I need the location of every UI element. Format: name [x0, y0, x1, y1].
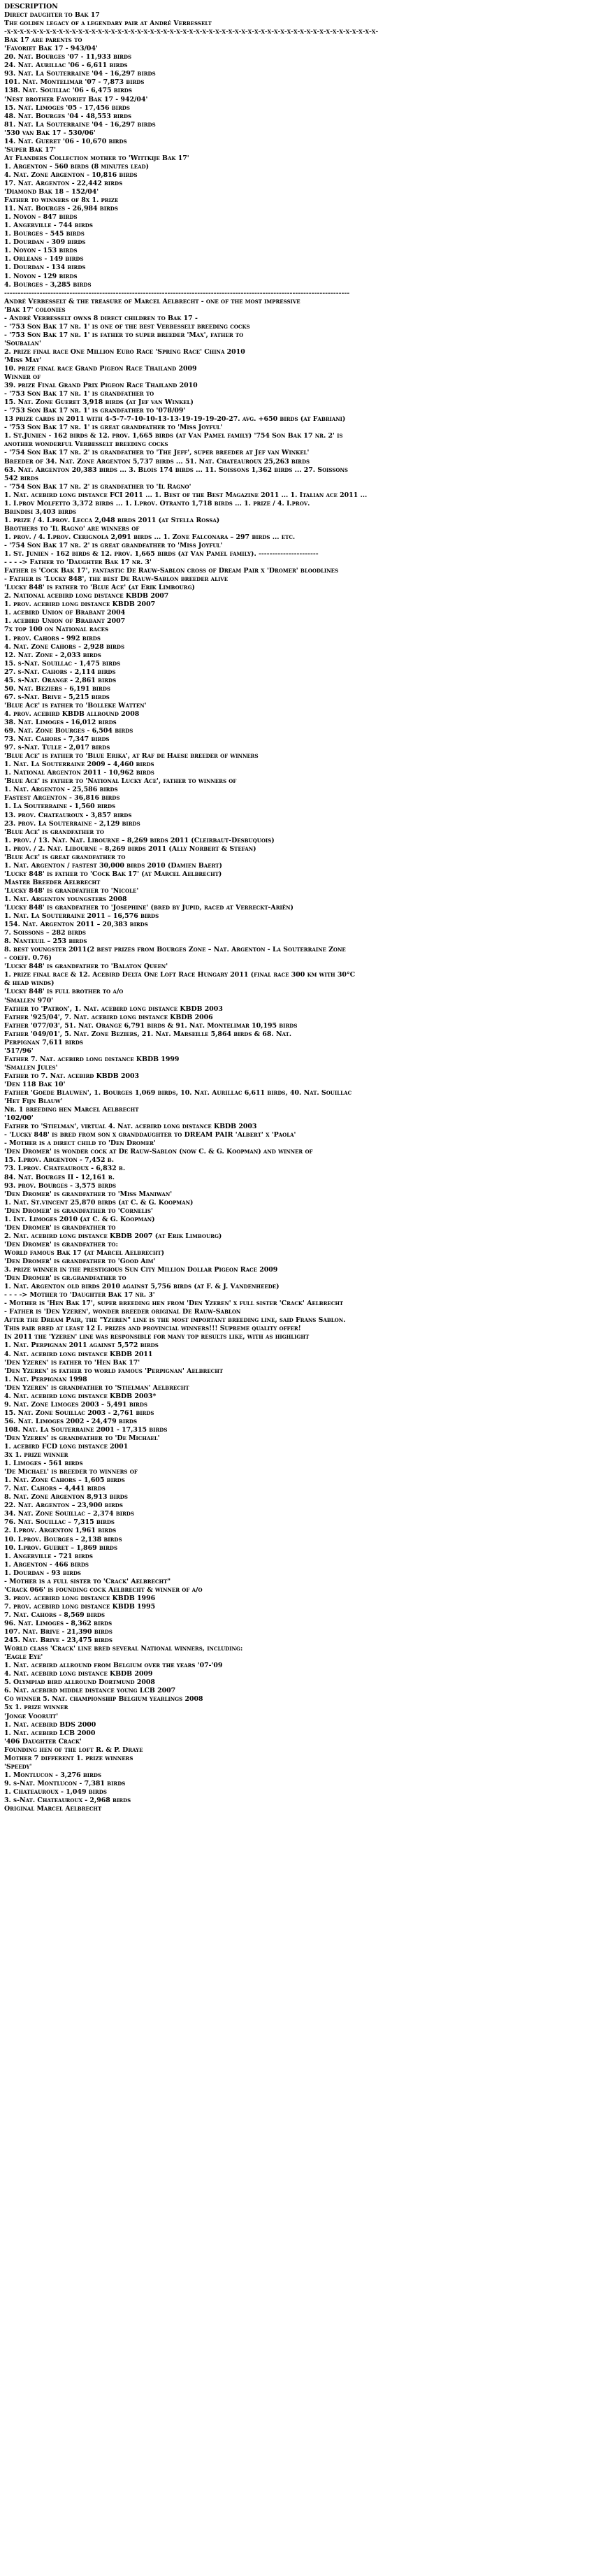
- text-line: 1. Nat. Perpignan 2011 against 5,572 birds: [4, 1341, 159, 1350]
- text-line: Original Marcel Aelbrecht: [4, 1805, 102, 1813]
- text-line: 'Super Bak 17': [4, 145, 57, 154]
- text-line: - - - -> Mother to 'Daughter Bak 17 nr. 3': [4, 1291, 155, 1300]
- text-line: - coeff. 0.76): [4, 954, 52, 963]
- text-line: 'Het Fijn Blauw': [4, 1098, 63, 1106]
- text-line: 5. Olympiad bird allround Dortmund 2008: [4, 1678, 155, 1687]
- text-line: 7. Nat. Cahors - 8,569 birds: [4, 1611, 106, 1619]
- text-line: 1. Nat. Argenton - 25,586 birds: [4, 786, 118, 794]
- text-line: 11. Nat. Bourges - 26,984 birds: [4, 205, 118, 213]
- text-line: 'De Michael' is breeder to winners of: [4, 1468, 138, 1476]
- text-line: 1. St. Junien - 162 birds & 12. prov. 1,665 birds (at Van Pamel family). ----------------------: [4, 550, 319, 559]
- text-line: 'Lucky 848' is grandfather to 'Nicole': [4, 886, 139, 895]
- text-line: 12. Nat. Zone - 2,033 birds: [4, 651, 101, 659]
- text-line: 23. prov. La Souterraine - 2,129 birds: [4, 819, 140, 828]
- text-line: 4. Bourges - 3,285 birds: [4, 280, 92, 289]
- text-line: 1. Nat. La Souterraine 2011 – 16,576 birds: [4, 912, 159, 921]
- text-line: 1. Chateauroux - 1,049 birds: [4, 1787, 107, 1796]
- text-line: 17. Nat. Argenton - 22,442 birds: [4, 179, 123, 187]
- text-line: 9. s-Nat. Montlucon - 7,381 birds: [4, 1779, 126, 1787]
- text-line: 81. Nat. La Souterraine '04 - 16,297 birds: [4, 120, 156, 129]
- text-line: 22. Nat. Argenton – 23,900 birds: [4, 1502, 123, 1510]
- text-line: 'Den Yzeren' is father to world famous 'Perpignan' Aelbrecht: [4, 1367, 224, 1375]
- text-line: 1. I.prov Molfetto 3,372 birds ... 1. I.prov. Otranto 1,718 birds ... 1. prize / 4. I.prov.: [4, 499, 310, 508]
- text-line: 'Bak 17' colonies: [4, 305, 66, 314]
- text-line: 1. Nat. Argenton old birds 2010 against 5,756 birds (at F. & J. Vandenheede): [4, 1283, 280, 1291]
- section-heading: DESCRIPTION: [4, 3, 58, 10]
- text-line: - Mother is 'Hen Bak 17', super breeding hen from 'Den Yzeren' x full sister 'Crack' Aelbrecht: [4, 1300, 344, 1308]
- text-line: - Father is 'Den Yzeren', wonder breeder original De Rauw-Sablon: [4, 1308, 241, 1316]
- text-line: Father 'Goede Blauwen', 1. Bourges 1,069 birds, 10. Nat. Aurillac 6,611 birds, 40. Nat. Souillac: [4, 1089, 352, 1098]
- text-line: Breeder of 34. Nat. Zone Argenton 5,737 birds ... 51. Nat. Chateauroux 25,263 birds: [4, 457, 310, 466]
- text-line: - André Verbesselt owns 8 direct children to Bak 17 -: [4, 314, 198, 322]
- text-line: 'Den 118 Bak 10': [4, 1081, 66, 1088]
- text-line: 8. best youngster 2011(2 best prizes from Bourges Zone – Nat. Argenton - La Souterraine Zone: [4, 946, 346, 954]
- text-line: Father to 'Patron', 1. Nat. acebird long distance KBDB 2003: [4, 1005, 223, 1013]
- text-line: 'Soubalan': [4, 339, 41, 347]
- text-line: 84. Nat. Bourges II - 12,161 b.: [4, 1173, 115, 1181]
- text-line: 'Lucky 848' is full brother to a/o: [4, 988, 124, 996]
- text-line: 15. Nat. Zone Souillac 2003 - 2,761 birds: [4, 1409, 154, 1417]
- text-line: 9. Nat. Zone Limoges 2003 - 5,491 birds: [4, 1400, 147, 1409]
- text-line: 'Blue Ace' is father to 'Blue Erika', at Raf de Haese breeder of winners: [4, 752, 259, 761]
- text-line: 5x 1. prize winner: [4, 1704, 68, 1712]
- text-line: 2. I.prov. Argenton 1,961 birds: [4, 1527, 117, 1535]
- text-line: World class 'Crack' line bred several National winners, including:: [4, 1645, 243, 1653]
- text-line: 24. Nat. Aurillac '06 - 6,611 birds: [4, 62, 128, 70]
- text-line: 4. Nat. acebird long distance KBDB 2009: [4, 1670, 153, 1678]
- text-line: The golden legacy of a legendary pair at André Verbesselt: [4, 20, 212, 28]
- text-line: 4. Nat. acebird long distance KBDB 2003*: [4, 1392, 157, 1400]
- text-line: 1. La Souterraine - 1,560 birds: [4, 803, 116, 811]
- text-line: 'Den Dromer' is gr.grandfather to: [4, 1274, 126, 1283]
- text-line: 1. Nat. Argenton youngsters 2008: [4, 895, 127, 903]
- text-line: 7x top 100 on National races: [4, 626, 109, 634]
- text-line: 4. Nat. Zone Cahors - 2,928 birds: [4, 642, 124, 651]
- text-line: 3. prize winner in the prestigious Sun City Million Dollar Pigeon Race 2009: [4, 1266, 278, 1274]
- text-line: Father '925/04', 7. Nat. acebird long distance KBDB 2006: [4, 1013, 213, 1021]
- text-line: Fastest Argenton - 36,816 birds: [4, 794, 120, 803]
- text-line: 97. s-Nat. Tulle - 2,017 birds: [4, 744, 110, 752]
- text-line: 1. Angerville - 721 birds: [4, 1552, 93, 1560]
- text-line: 4. Nat. acebird long distance KBDB 2011: [4, 1350, 153, 1358]
- text-line: 1. Montlucon - 3,276 birds: [4, 1771, 102, 1779]
- text-line: 67. s-Nat. Brive - 5,215 birds: [4, 693, 110, 701]
- text-line: 76. Nat. Souillac – 7,315 birds: [4, 1518, 115, 1527]
- text-line: Brothers to 'Il Ragno' are winners of: [4, 524, 140, 533]
- text-line: 1. acebird Union of Brabant 2004: [4, 609, 126, 617]
- text-line: Nr. 1 breeding hen Marcel Aelbrecht: [4, 1106, 139, 1114]
- text-line: 15. Nat. Zone Gueret 3,918 birds (at Jef van Winkel): [4, 398, 194, 407]
- text-line: 'Crack 066' is founding cock Aelbrecht & winner of a/o: [4, 1585, 203, 1594]
- text-line: 14. Nat. Gueret '06 - 10,670 birds: [4, 137, 127, 145]
- text-line: 154. Nat. Argenton 2011 – 20,383 birds: [4, 921, 148, 929]
- text-line: 1. Nat. acebird long distance FCI 2011 ... 1. Best of the Best Magazine 2011 ... 1. Italian ace 2011 ...: [4, 491, 368, 499]
- text-line: '517/96': [4, 1046, 34, 1055]
- text-line: 38. Nat. Limoges - 16,012 birds: [4, 718, 117, 726]
- text-line: 'Speedy': [4, 1762, 32, 1771]
- text-line: 7. Nat. Cahors – 4,441 birds: [4, 1485, 106, 1493]
- text-line: Master Breeder Aelbrecht: [4, 878, 101, 886]
- text-line: 1. Nat. La Souterraine 2009 – 4,460 birds: [4, 761, 154, 769]
- text-line: Bak 17 are parents to: [4, 36, 82, 45]
- text-line: 'Blue Ace' is great grandfather to: [4, 853, 126, 861]
- text-line: 1. Nat. acebird LCB 2000: [4, 1729, 96, 1737]
- text-line: 'Favoriet Bak 17 - 943/04': [4, 45, 98, 53]
- text-line: 39. prize Final Grand Prix Pigeon Race Thailand 2010: [4, 382, 198, 390]
- text-line: After the Dream Pair, the "Yzeren" line is the most important breeding line, said Frans Sablon.: [4, 1316, 346, 1325]
- text-line: 34. Nat. Zone Souillac – 2,374 birds: [4, 1510, 134, 1518]
- text-line: 'Blue Ace' is grandfather to: [4, 828, 104, 836]
- text-line: - '753 Son Bak 17 nr. 1' is great grandfather to 'Miss Joyful': [4, 424, 223, 432]
- text-line: 2. Nat. acebird long distance KBDB 2007 (at Erik Limbourg): [4, 1232, 222, 1240]
- text-line: '406 Daughter Crack': [4, 1737, 82, 1746]
- text-line: 10. I.prov. Bourges – 2,138 birds: [4, 1535, 122, 1544]
- text-line: - Mother is a direct child to 'Den Dromer': [4, 1139, 156, 1148]
- text-line: 56. Nat. Limoges 2002 - 24,479 birds: [4, 1417, 138, 1425]
- text-line: 1. prov. / 4. I.prov. Cerignola 2,091 birds ... 1. Zone Falconara – 297 birds ... etc.: [4, 533, 296, 541]
- text-line: Father 7. Nat. acebird long distance KBDB 1999: [4, 1055, 180, 1063]
- text-line: 1. Nat. St.vincent 25,870 birds (at C. & G. Koopman): [4, 1198, 194, 1207]
- text-line: 8. Nat. Zone Argenton 8,913 birds: [4, 1493, 128, 1502]
- text-line: 4. Nat. Zone Argenton - 10,816 birds: [4, 171, 138, 179]
- text-line: Father to 7. Nat. acebird KBDB 2003: [4, 1072, 140, 1080]
- text-line: 1. Noyon - 153 birds: [4, 247, 78, 255]
- text-line: 'Lucky 848' is grandfather to 'Balaton Queen': [4, 963, 168, 971]
- text-line: - '754 Son Bak 17 nr. 2' is grandfather to 'The Jeff', super breeder at Jef van Winkel': [4, 449, 310, 457]
- text-line: 'Den Dromer' is grandfather to: [4, 1223, 116, 1232]
- text-line: 10. prize final race Grand Pigeon Race Thailand 2009: [4, 365, 197, 373]
- text-line: Father to 'Stielman', virtual 4. Nat. acebird long distance KBDB 2003: [4, 1123, 257, 1131]
- text-line: Father '049/01', 5. Nat. Zone Beziers, 21. Nat. Marseille 5,864 birds & 68. Nat.: [4, 1030, 292, 1038]
- text-line: 'Nest brother Favoriet Bak 17 - 942/04': [4, 95, 148, 103]
- text-line: 'Blue Ace' is father to 'National Lucky Ace', father to winners of: [4, 777, 237, 786]
- text-line: 1. Noyon - 129 birds: [4, 272, 78, 280]
- text-line: 6. Nat. acebird middle distance young LCB 2007: [4, 1687, 176, 1695]
- text-line: 'Den Yzeren' is grandfather to 'De Michael': [4, 1434, 160, 1442]
- text-line: 1. Argenton - 560 birds (8 minutes lead): [4, 162, 150, 171]
- text-line: -------------------------------------------------------------------------------------------------------------------------------: [4, 289, 350, 297]
- text-line: 1. St.Junien - 162 birds & 12. prov. 1,665 birds (at Van Pamel family) '754 Son Bak 17 nr. 2' is: [4, 432, 343, 440]
- text-line: 542 birds: [4, 474, 38, 482]
- text-line: 1. prov. / 2. Nat. Libourne – 8,269 birds 2011 (Ally Norbert & Stefan): [4, 844, 256, 853]
- text-line: - Father is 'Lucky 848', the best De Rauw-Sablon breeder alive: [4, 575, 229, 584]
- text-line: 15. I.prov. Argenton - 7,452 b.: [4, 1156, 114, 1165]
- text-line: 15. s-Nat. Souillac - 1,475 birds: [4, 659, 121, 668]
- text-line: '102/00': [4, 1114, 34, 1123]
- text-line: - '754 Son Bak 17 nr. 2' is great grandfather to 'Miss Joyful': [4, 542, 223, 549]
- text-line: Father '077/03', 51. Nat. Orange 6,791 birds & 91. Nat. Montelimar 10,195 birds: [4, 1021, 298, 1030]
- text-line: 96. Nat. Limoges - 8,362 birds: [4, 1620, 113, 1627]
- text-line: - '753 Son Bak 17 nr. 1' is one of the best Verbesselt breeding cocks: [4, 322, 250, 331]
- text-line: 245. Nat. Brive - 23,475 birds: [4, 1636, 113, 1645]
- text-line: 101. Nat. Montelimar '07 - 7,873 birds: [4, 78, 145, 87]
- text-line: Father to winners of 8x 1. prize: [4, 196, 119, 205]
- text-line: 27. s-Nat. Cahors - 2,114 birds: [4, 668, 116, 676]
- text-line: -x-x-x-x-x-x-x-x-x-x-x-x-x-x-x-x-x-x-x-x-x-x-x-x-x-x-x-x-x-x-x-x-x-x-x-x-x-x-x-x-x-x-x-x-x-x-x-x-x-x-x-x-x-x-x-x-x-: [4, 28, 379, 36]
- text-line: 2. prize final race One Million Euro Race 'Spring Race' China 2010: [4, 347, 245, 356]
- text-line: 3. prov. acebird long distance KBDB 1996: [4, 1594, 156, 1602]
- text-line: 'Den Yzeren' is father to 'Hen Bak 17': [4, 1358, 140, 1367]
- text-line: This pair bred at least 12 I. prizes and provincial winners!!! Supreme quality offer!: [4, 1325, 301, 1333]
- text-line: Founding hen of the loft R. & P. Draye: [4, 1746, 143, 1754]
- text-line: 'Diamond Bak 18 – 152/04': [4, 188, 99, 196]
- text-line: 'Smallen 970': [4, 996, 54, 1005]
- text-line: 1. Int. Limoges 2010 (at C. & G. Koopman): [4, 1215, 155, 1223]
- text-line: 1. Nat. Zone Cahors – 1,605 birds: [4, 1476, 125, 1485]
- text-line: 1. Dourdan - 309 birds: [4, 238, 86, 247]
- text-line: 1. Noyon - 847 birds: [4, 213, 78, 222]
- text-line: 13 prize cards in 2011 with 4-5-7-7-10-10-13-13-19-19-19-20-27. avg. +650 birds (at Fabriani): [4, 415, 346, 424]
- text-line: 'Den Dromer' is grandfather to 'Cornelis': [4, 1207, 153, 1215]
- text-line: 1. Nat. acebird BDS 2000: [4, 1720, 96, 1729]
- text-line: - '753 Son Bak 17 nr. 1' is grandfather to: [4, 390, 154, 398]
- text-line: Co winner 5. Nat. championship Belgium yearlings 2008: [4, 1695, 203, 1704]
- text-line: 1. acebird FCD long distance 2001: [4, 1443, 129, 1451]
- text-line: 10. I.prov. Gueret – 1,869 birds: [4, 1544, 118, 1552]
- text-line: 'Miss May': [4, 356, 42, 364]
- text-line: - '753 Son Bak 17 nr. 1' is father to super breeder 'Max', father to: [4, 331, 244, 339]
- text-line: 1. prov. / 13. Nat. Nat. Libourne – 8,269 birds 2011 (Cleirbaut-Desbuquois): [4, 836, 275, 844]
- text-line: 107. Nat. Brive - 21,390 birds: [4, 1628, 113, 1636]
- text-line: 108. Nat. La Souterraine 2001 - 17,315 birds: [4, 1425, 168, 1434]
- text-line: 1. Nat. Argenton / fastest 30,000 birds 2010 (Damien Baert): [4, 861, 222, 870]
- text-line: '530 van Bak 17 - 530/06': [4, 129, 96, 137]
- text-line: 1. prize final race & 12. Acebird Delta One Loft Race Hungary 2011 (final race 300 km with 30°C: [4, 971, 356, 979]
- text-line: 1. Orleans - 149 birds: [4, 255, 84, 264]
- text-line: 'Den Dromer' is grandfather to 'Good Aim': [4, 1257, 156, 1265]
- text-line: 69. Nat. Zone Bourges - 6,504 birds: [4, 727, 133, 735]
- text-line: World famous Bak 17 (at Marcel Aelbrecht): [4, 1249, 165, 1257]
- text-line: 'Smallen Jules': [4, 1063, 58, 1072]
- text-line: 15. Nat. Limoges '05 - 17,456 birds: [4, 103, 130, 112]
- text-line: 93. Nat. La Souterraine '04 - 16,297 birds: [4, 70, 156, 78]
- text-line: 1. Argenton - 466 birds: [4, 1560, 89, 1569]
- text-line: Winner of: [4, 373, 41, 382]
- text-line: 'Blue Ace' is father to 'Bolleke Watten': [4, 701, 147, 710]
- text-line: 73. I.prov. Chateauroux - 6,832 b.: [4, 1165, 126, 1173]
- text-line: Brindisi 3,403 birds: [4, 508, 77, 516]
- text-line: 1. Bourges - 545 birds: [4, 230, 85, 238]
- text-line: Mother 7 different 1. prize winners: [4, 1754, 133, 1762]
- text-line: 'Den Dromer' is grandfather to:: [4, 1240, 118, 1249]
- text-line: 'Lucky 848' is grandfather to 'Josephine' (bred by Jupid, raced at Verreckt-Ariën): [4, 904, 294, 912]
- text-line: 1. prov. acebird long distance KBDB 2007: [4, 600, 156, 609]
- text-line: 3. s-Nat. Chateauroux - 2,968 birds: [4, 1796, 131, 1804]
- text-line: 1. National Argenton 2011 - 10,962 birds: [4, 769, 154, 777]
- text-line: 93. prov. Bourges - 3,575 birds: [4, 1181, 117, 1190]
- text-line: - 'Lucky 848' is bred from son x granddaughter to DREAM PAIR 'Albert' x 'Paola': [4, 1131, 296, 1139]
- text-line: 73. Nat. Cahors - 7,347 birds: [4, 735, 110, 744]
- text-line: Father is 'Cock Bak 17', fantastic De Rauw-Sablon cross of Dream Pair x 'Dromer' bloodlines: [4, 567, 338, 575]
- text-line: André Verbesselt & the treasure of Marcel Aelbrecht - one of the most impressive: [4, 297, 300, 305]
- text-line: 'Den Dromer' is wonder cock at De Rauw-Sablon (now C. & G. Koopman) and winner of: [4, 1148, 313, 1156]
- text-line: 63. Nat. Argenton 20,383 birds ... 3. Blois 174 birds ... 11. Soissons 1,362 birds ... 27. Soissons: [4, 466, 348, 474]
- text-line: 'Den Yzeren' is grandfather to 'Stielman' Aelbrecht: [4, 1383, 189, 1392]
- text-line: 1. Nat. acebird allround from Belgium over the years '07-'09: [4, 1662, 223, 1670]
- text-line: 20. Nat. Bourges '07 - 11,933 birds: [4, 53, 132, 62]
- text-line: 1. Nat. Perpignan 1998: [4, 1375, 87, 1383]
- text-line: 1. Dourdan - 134 birds: [4, 264, 86, 272]
- text-line: 1. Angerville - 744 birds: [4, 222, 93, 230]
- text-line: 1. Limoges - 561 birds: [4, 1460, 83, 1468]
- text-line: - - - -> Father to 'Daughter Bak 17 nr. 3': [4, 559, 152, 567]
- text-line: In 2011 the 'Yzeren' line was responsible for many top results like, with as highlight: [4, 1333, 310, 1341]
- text-line: 2. National acebird long distance KBDB 2007: [4, 592, 169, 600]
- text-line: 7. prov. acebird long distance KBDB 1995: [4, 1602, 156, 1611]
- text-line: another wonderful Verbesselt breeding cocks: [4, 440, 168, 449]
- text-line: 1. prize / 4. I.prov. Lecca 2,048 birds 2011 (at Stella Rossa): [4, 516, 220, 524]
- text-line: 45. s-Nat. Orange - 2,861 birds: [4, 676, 117, 684]
- text-line: 'Den Dromer' is grandfather to 'Miss Maniwan': [4, 1190, 173, 1198]
- text-line: At Flanders Collection mother to 'Wittkije Bak 17': [4, 154, 189, 162]
- text-line: Direct daughter to Bak 17: [4, 11, 100, 20]
- text-line: 138. Nat. Souillac '06 - 6,475 birds: [4, 87, 132, 95]
- text-line: 1. acebird Union of Brabant 2007: [4, 617, 126, 626]
- text-line: 'Lucky 848' is father to 'Cock Bak 17' (at Marcel Aelbrecht): [4, 870, 222, 878]
- text-line: 3x 1. prize winner: [4, 1451, 68, 1460]
- text-line: 13. prov. Chateauroux - 3,857 birds: [4, 811, 132, 819]
- text-line: 1. prov. Cahors - 992 birds: [4, 634, 101, 642]
- text-line: Perpignan 7,611 birds: [4, 1038, 83, 1046]
- text-line: - '753 Son Bak 17 nr. 1' is grandfather to '078/09': [4, 407, 186, 415]
- text-line: 50. Nat. Beziers - 6,191 birds: [4, 684, 110, 693]
- text-line: 48. Nat. Bourges '04 - 48,553 birds: [4, 112, 132, 120]
- text-line: 7. Soissons – 282 birds: [4, 929, 86, 937]
- text-line: & head winds): [4, 979, 55, 988]
- text-line: - '754 Son Bak 17 nr. 2' is grandfather to 'Il Ragno': [4, 482, 191, 491]
- text-line: 4. prov. acebird KBDB allround 2008: [4, 710, 140, 718]
- text-line: 'Jonge Vooruit': [4, 1712, 59, 1720]
- text-line: - Mother is a full sister to 'Crack' Aelbrecht": [4, 1577, 171, 1585]
- text-line: 'Eagle Eye': [4, 1653, 43, 1662]
- text-line: 8. Nanteuil – 253 birds: [4, 937, 87, 946]
- text-line: 1. Dourdan - 93 birds: [4, 1569, 81, 1577]
- text-line: 'Lucky 848' is father to 'Blue Ace' (at Erik Limbourg): [4, 584, 195, 592]
